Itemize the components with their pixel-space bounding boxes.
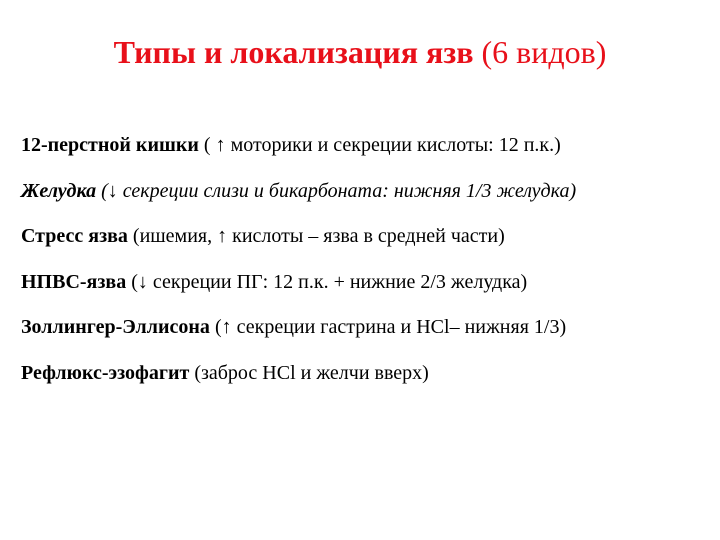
item-description: (заброс HCl и желчи вверх) [189, 361, 429, 384]
item-label: Рефлюкс-эзофагит [21, 361, 190, 384]
item-label: НПВС-язва [21, 270, 127, 293]
slide-title-count: (6 видов) [473, 34, 607, 70]
item-description: (↓ секреции ПГ: 12 п.к. + нижние 2/3 желудка) [126, 270, 528, 293]
item-label: 12-перстной кишки [21, 134, 199, 156]
item-description: (↑ секреции гастрина и HCl– нижняя 1/3) [209, 316, 567, 338]
item-label: Стресс язва [21, 225, 128, 247]
slide-title-main: Типы и локализация язв [113, 34, 474, 70]
list-item-reflux-esophagitis [21, 361, 711, 407]
item-description: ( ↑ моторики и секреции кислоты: 12 п.к.) [198, 134, 561, 156]
item-description: (ишемия, ↑ кислоты – язва в средней части) [127, 225, 505, 247]
item-description: (↓ секреции слизи и бикарбоната: нижняя 1/3 желудка) [96, 179, 577, 202]
list-item-duodenal [21, 133, 711, 179]
list-item-nsaid-ulcer [21, 270, 711, 316]
item-label: Золлингер-Эллисона [21, 316, 210, 338]
list-item-zollinger-ellison [21, 315, 711, 361]
list-item-stress-ulcer [21, 224, 711, 270]
item-label: Желудка [21, 179, 97, 202]
ulcer-type-list [21, 133, 711, 406]
list-item-gastric [21, 179, 711, 225]
slide-title [0, 32, 720, 72]
